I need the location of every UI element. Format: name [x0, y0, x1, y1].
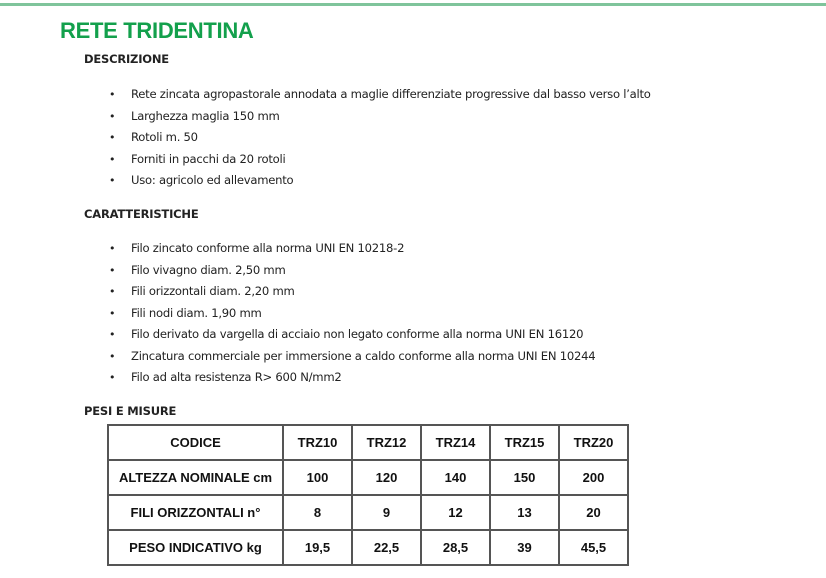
list-item-text: Filo ad alta resistenza R> 600 N/mm2 [131, 370, 342, 384]
top-rule [0, 3, 826, 6]
list-item [109, 260, 595, 282]
list-item [109, 238, 595, 260]
bullet-icon: • [109, 152, 116, 166]
table-cell: 39 [490, 530, 559, 565]
list-item-text: Filo vivagno diam. 2,50 mm [131, 262, 286, 277]
list-item [109, 346, 595, 368]
bullet-icon: • [109, 263, 116, 277]
table-cell: TRZ12 [352, 425, 421, 460]
table-cell: 200 [559, 460, 628, 495]
caratteristiche-list [109, 238, 595, 389]
bullet-icon: • [109, 131, 116, 144]
list-item [109, 367, 595, 389]
table-cell: 12 [421, 495, 490, 530]
table-cell: 120 [352, 460, 421, 495]
bullet-icon: • [109, 174, 116, 187]
table-cell: 140 [421, 460, 490, 495]
list-item-text: Zincatura commerciale per immersione a caldo conforme alla norma UNI EN 10244 [131, 348, 596, 363]
bullet-icon: • [109, 328, 116, 341]
bullet-icon: • [109, 349, 116, 363]
page-title: RETE TRIDENTINA [60, 18, 254, 43]
list-item [109, 281, 595, 303]
table-cell: TRZ14 [421, 425, 490, 460]
table-cell: 19,5 [283, 530, 352, 565]
row-label: PESO INDICATIVO kg [108, 530, 283, 565]
descrizione-list [109, 84, 651, 192]
bullet-icon: • [109, 242, 116, 255]
list-item-text: Fili orizzontali diam. 2,20 mm [131, 284, 295, 298]
table-cell: 22,5 [352, 530, 421, 565]
table-cell: 13 [490, 495, 559, 530]
section-heading-descrizione: DESCRIZIONE [84, 52, 169, 66]
list-item [109, 149, 651, 171]
table-cell: TRZ15 [490, 425, 559, 460]
bullet-icon: • [109, 306, 116, 320]
table-row-codice [108, 425, 628, 460]
table-cell: 45,5 [559, 530, 628, 565]
list-item-text: Rotoli m. 50 [131, 130, 198, 144]
list-item [109, 127, 651, 149]
section-heading-caratteristiche: CARATTERISTICHE [84, 207, 199, 221]
table-cell: 20 [559, 495, 628, 530]
table-cell: 8 [283, 495, 352, 530]
list-item-text: Filo zincato conforme alla norma UNI EN 10218-2 [131, 241, 405, 255]
bullet-icon: • [109, 371, 116, 384]
table-cell: 28,5 [421, 530, 490, 565]
table-row-fili [108, 495, 628, 530]
section-heading-pesi-misure: PESI E MISURE [84, 404, 177, 418]
list-item-text: Rete zincata agropastorale annodata a maglie differenziate progressive dal basso verso l’alto [131, 87, 651, 101]
row-label: ALTEZZA NOMINALE cm [108, 460, 283, 495]
list-item [109, 324, 595, 346]
list-item-text: Larghezza maglia 150 mm [131, 108, 280, 123]
list-item-text: Forniti in pacchi da 20 rotoli [131, 151, 286, 166]
bullet-icon: • [109, 88, 116, 101]
row-label: FILI ORIZZONTALI n° [108, 495, 283, 530]
list-item-text: Fili nodi diam. 1,90 mm [131, 305, 262, 320]
table-cell: 9 [352, 495, 421, 530]
row-label: CODICE [108, 425, 283, 460]
bullet-icon: • [109, 285, 116, 298]
list-item-text: Uso: agricolo ed allevamento [131, 173, 294, 187]
bullet-icon: • [109, 109, 116, 123]
table-cell: 150 [490, 460, 559, 495]
list-item [109, 303, 595, 325]
table-row-altezza [108, 460, 628, 495]
pesi-misure-table [107, 424, 629, 566]
list-item [109, 170, 651, 192]
table-cell: TRZ20 [559, 425, 628, 460]
list-item-text: Filo derivato da vargella di acciaio non legato conforme alla norma UNI EN 16120 [131, 327, 584, 341]
table-row-peso [108, 530, 628, 565]
list-item [109, 84, 651, 106]
table-cell: TRZ10 [283, 425, 352, 460]
table-cell: 100 [283, 460, 352, 495]
list-item [109, 106, 651, 128]
